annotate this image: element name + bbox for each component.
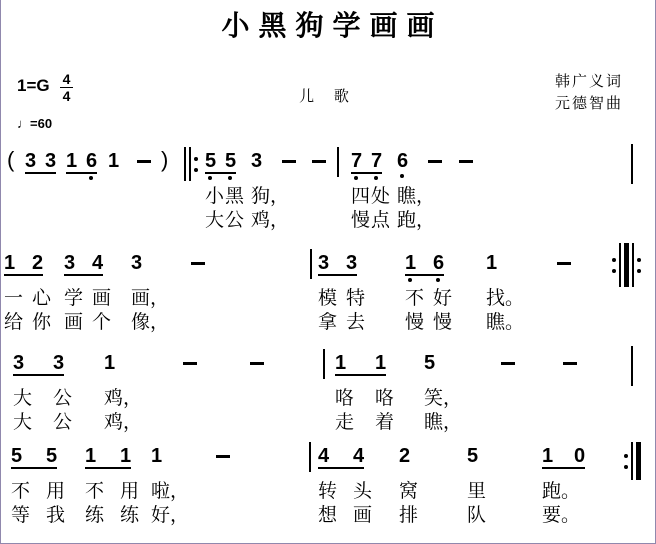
lyric: 不 (405, 288, 425, 309)
repeat-dots (624, 442, 628, 480)
lyric: 好， (151, 505, 190, 526)
lyric: 画， (131, 288, 170, 309)
lyric: 窝 (399, 481, 419, 502)
lyric: 公 (225, 210, 245, 231)
note (424, 352, 463, 433)
repeat-dot (612, 269, 616, 273)
beam (318, 252, 357, 276)
meter-top: 4 (60, 72, 74, 88)
lyric: 走 (335, 412, 355, 433)
lyric: 你 (32, 312, 52, 333)
note-digit: 1 (542, 445, 554, 467)
beam (64, 252, 103, 276)
note-digit: 5 (205, 150, 217, 172)
note (467, 445, 487, 526)
lyric: 头 (353, 481, 373, 502)
lyric-row (351, 186, 390, 208)
key-label: 1=G (17, 75, 50, 95)
note-digit: 5 (424, 352, 436, 374)
lyric: 找。 (486, 288, 525, 309)
dash-note (563, 352, 577, 365)
lyric: 公 (53, 412, 73, 433)
note-group (318, 252, 366, 333)
note-group (335, 352, 395, 433)
lyric: 鸡， (104, 412, 143, 433)
repeat-bar (636, 442, 641, 480)
beam (4, 252, 43, 276)
note (251, 150, 290, 231)
repeat-dots (194, 147, 198, 181)
note-digit: 1 (486, 252, 498, 274)
lyric: 咯 (335, 388, 355, 409)
note-digit: 2 (399, 445, 411, 467)
note-digit: 1 (120, 445, 132, 467)
repeat-end-start-sign (612, 243, 641, 287)
octave-dot-row (205, 174, 236, 182)
beam (542, 445, 585, 469)
lyric: 慢 (405, 312, 425, 333)
note-digit: 1 (405, 252, 417, 274)
lyric-row (542, 505, 581, 527)
lyric: 想 (318, 505, 338, 526)
lyric: 个 (92, 312, 112, 333)
lyric-row (85, 481, 139, 503)
lyric-row (4, 288, 51, 310)
dash-note (191, 252, 205, 265)
repeat-end-sign (624, 442, 641, 480)
octave-dot-row (405, 276, 444, 284)
repeat-dot (194, 168, 198, 172)
note-digit: 1 (151, 445, 163, 467)
lyric: 像， (131, 312, 170, 333)
repeat-dot (637, 269, 641, 273)
lyric: 处 (371, 186, 391, 207)
lyric-row (335, 388, 394, 410)
lyric: 着 (375, 412, 395, 433)
low-octave-dot (374, 176, 378, 180)
end-barline (631, 352, 633, 386)
repeat-bar (624, 243, 629, 287)
beam (66, 150, 97, 174)
note-digit: 3 (64, 252, 76, 274)
note-digit: 7 (371, 150, 383, 172)
note (131, 252, 170, 333)
lyric-row (64, 288, 111, 310)
note-group (11, 445, 66, 526)
note-digit: 3 (318, 252, 330, 274)
dash-note (501, 352, 515, 365)
note-digit: 3 (53, 352, 65, 374)
dash-note (137, 150, 151, 163)
note-digit: 7 (351, 150, 363, 172)
lyric: 瞧， (397, 186, 436, 207)
beam (11, 445, 57, 469)
barline (337, 150, 339, 177)
lyric: 一 (4, 288, 24, 309)
lyric-row (405, 288, 452, 310)
note-digit: 1 (335, 352, 347, 374)
lyric: 点 (371, 210, 391, 231)
octave-dot-row (66, 174, 97, 182)
note-group (205, 150, 245, 231)
lyric: 学 (64, 288, 84, 309)
lyric: 练 (85, 505, 105, 526)
note-digit: 5 (11, 445, 23, 467)
note (399, 445, 419, 526)
genre-label: 儿 歌 (299, 89, 357, 105)
lyric: 瞧， (424, 412, 463, 433)
lyric: 黑 (225, 186, 245, 207)
lyric-row (13, 388, 72, 410)
lyric: 模 (318, 288, 338, 309)
low-octave-dot (436, 278, 440, 282)
note-digit: 5 (225, 150, 237, 172)
lyric-row (205, 210, 244, 232)
lyric-row (13, 412, 72, 434)
dash-note (216, 445, 230, 458)
composer-credit: 元德智曲 (554, 96, 623, 112)
beam (205, 150, 236, 174)
lyric: 画 (353, 505, 373, 526)
lyric: 笑， (424, 388, 463, 409)
lyric: 不 (11, 481, 31, 502)
low-octave-dot (228, 176, 232, 180)
beam (13, 352, 64, 376)
note-digit: 4 (92, 252, 104, 274)
barline (309, 445, 311, 472)
repeat-bar (619, 243, 621, 287)
note (151, 445, 190, 526)
lyric-row (318, 505, 372, 527)
lyric: 排 (399, 505, 419, 526)
low-octave-dot (400, 174, 404, 178)
note (397, 150, 436, 231)
dash-note (557, 252, 571, 265)
note-digit: 3 (131, 252, 143, 274)
repeat-bar (189, 147, 191, 181)
lyric: 画 (92, 288, 112, 309)
octave-dot-row (351, 174, 382, 182)
note-digit: 1 (85, 445, 97, 467)
note-digit: 3 (25, 150, 37, 172)
close-paren: ) (161, 147, 169, 172)
lyric: 公 (53, 388, 73, 409)
note-digit: 3 (346, 252, 358, 274)
note-digit: 5 (46, 445, 58, 467)
lyric: 鸡， (251, 210, 290, 231)
note (486, 252, 525, 333)
lyric: 咯 (375, 388, 395, 409)
beam (335, 352, 386, 376)
lyric: 用 (120, 481, 140, 502)
repeat-start-sign (184, 147, 198, 181)
lyric: 好 (433, 288, 453, 309)
note-digit: 1 (375, 352, 387, 374)
repeat-dots (612, 243, 616, 287)
lyric: 鸡， (104, 388, 143, 409)
note-digit: 5 (467, 445, 479, 467)
note-group (25, 150, 56, 174)
open-paren: ( (7, 147, 15, 172)
lyric: 四 (351, 186, 371, 207)
lyric: 画 (64, 312, 84, 333)
dash-note (282, 150, 296, 163)
lyric-row (11, 505, 65, 527)
dash-note (183, 352, 197, 365)
song-title: 小黑狗学画画 (221, 11, 444, 42)
lyric-row (318, 481, 372, 503)
beam (25, 150, 56, 174)
barline (323, 352, 325, 379)
repeat-bar (632, 243, 634, 287)
tempo-marking: ♩=60 (17, 116, 53, 131)
note-group (85, 445, 140, 526)
note-digit: 4 (318, 445, 330, 467)
note-digit: 3 (251, 150, 263, 172)
note-digit: 1 (66, 150, 78, 172)
note-digit: 1 (4, 252, 16, 274)
barline (310, 252, 312, 279)
dash-note (459, 150, 473, 163)
lyric-row (351, 210, 390, 232)
dash-note (428, 150, 442, 163)
note-group (542, 445, 586, 526)
lyric: 练 (120, 505, 140, 526)
lyric-row (4, 312, 51, 334)
lyric-row (205, 186, 244, 208)
lyric-row (85, 505, 139, 527)
lyric: 大 (13, 412, 33, 433)
lyric: 跑， (397, 210, 436, 231)
repeat-dot (612, 258, 616, 262)
repeat-bar (184, 147, 186, 181)
lyric: 队 (467, 505, 487, 526)
note-digit: 6 (397, 150, 409, 172)
lyric: 不 (85, 481, 105, 502)
note-digit: 1 (108, 150, 120, 172)
lyric: 瞧。 (486, 312, 525, 333)
note-digit: 3 (13, 352, 25, 374)
note (104, 352, 143, 433)
lyric: 去 (346, 312, 366, 333)
note-group (318, 445, 373, 526)
meter-bottom: 4 (62, 88, 71, 104)
low-octave-dot (208, 176, 212, 180)
lyric: 要。 (542, 505, 581, 526)
note-digit: 0 (574, 445, 586, 467)
lyric: 等 (11, 505, 31, 526)
note-group (405, 252, 453, 333)
low-octave-dot (354, 176, 358, 180)
lyric-row (405, 312, 452, 334)
lyric: 跑。 (542, 481, 581, 502)
lyric: 慢 (433, 312, 453, 333)
repeat-dots (637, 243, 641, 287)
beam (318, 445, 364, 469)
score (1, 0, 655, 543)
lyric: 慢 (351, 210, 371, 231)
repeat-dot (194, 157, 198, 161)
lyric: 心 (32, 288, 52, 309)
beam (405, 252, 444, 276)
lyric: 大 (13, 388, 33, 409)
note-digit: 2 (32, 252, 44, 274)
note-digit: 4 (353, 445, 365, 467)
note-digit: 1 (104, 352, 116, 374)
note-group (64, 252, 112, 333)
lyric: 啦， (151, 481, 190, 502)
lyric: 大 (205, 210, 225, 231)
dash-note (312, 150, 326, 163)
beam (351, 150, 382, 174)
lyric: 里 (467, 481, 487, 502)
lyric-row (11, 481, 65, 503)
lyric-row (542, 481, 581, 503)
low-octave-dot (408, 278, 412, 282)
dash-note (250, 352, 264, 365)
lyricist-credit: 韩广义词 (554, 74, 623, 90)
note-digit: 6 (86, 150, 98, 172)
lyric: 小 (205, 186, 225, 207)
beam (85, 445, 131, 469)
lyric: 狗， (251, 186, 290, 207)
lyric: 给 (4, 312, 24, 333)
lyric: 转 (318, 481, 338, 502)
note-group (4, 252, 52, 333)
repeat-bar (631, 442, 633, 480)
lyric: 用 (46, 481, 66, 502)
lyric: 拿 (318, 312, 338, 333)
repeat-dot (637, 258, 641, 262)
lyric-row (318, 288, 365, 310)
lyric: 特 (346, 288, 366, 309)
lyric: 我 (46, 505, 66, 526)
note (108, 150, 119, 172)
note-digit: 6 (433, 252, 445, 274)
note-group (351, 150, 391, 231)
lyric-row (64, 312, 111, 334)
note-group (13, 352, 73, 433)
note-group (66, 150, 97, 182)
lyric-row (335, 412, 394, 434)
low-octave-dot (89, 176, 93, 180)
lyric-row (318, 312, 365, 334)
end-barline (631, 150, 633, 184)
repeat-dot (624, 454, 628, 458)
repeat-dot (624, 465, 628, 469)
note-digit: 3 (45, 150, 57, 172)
